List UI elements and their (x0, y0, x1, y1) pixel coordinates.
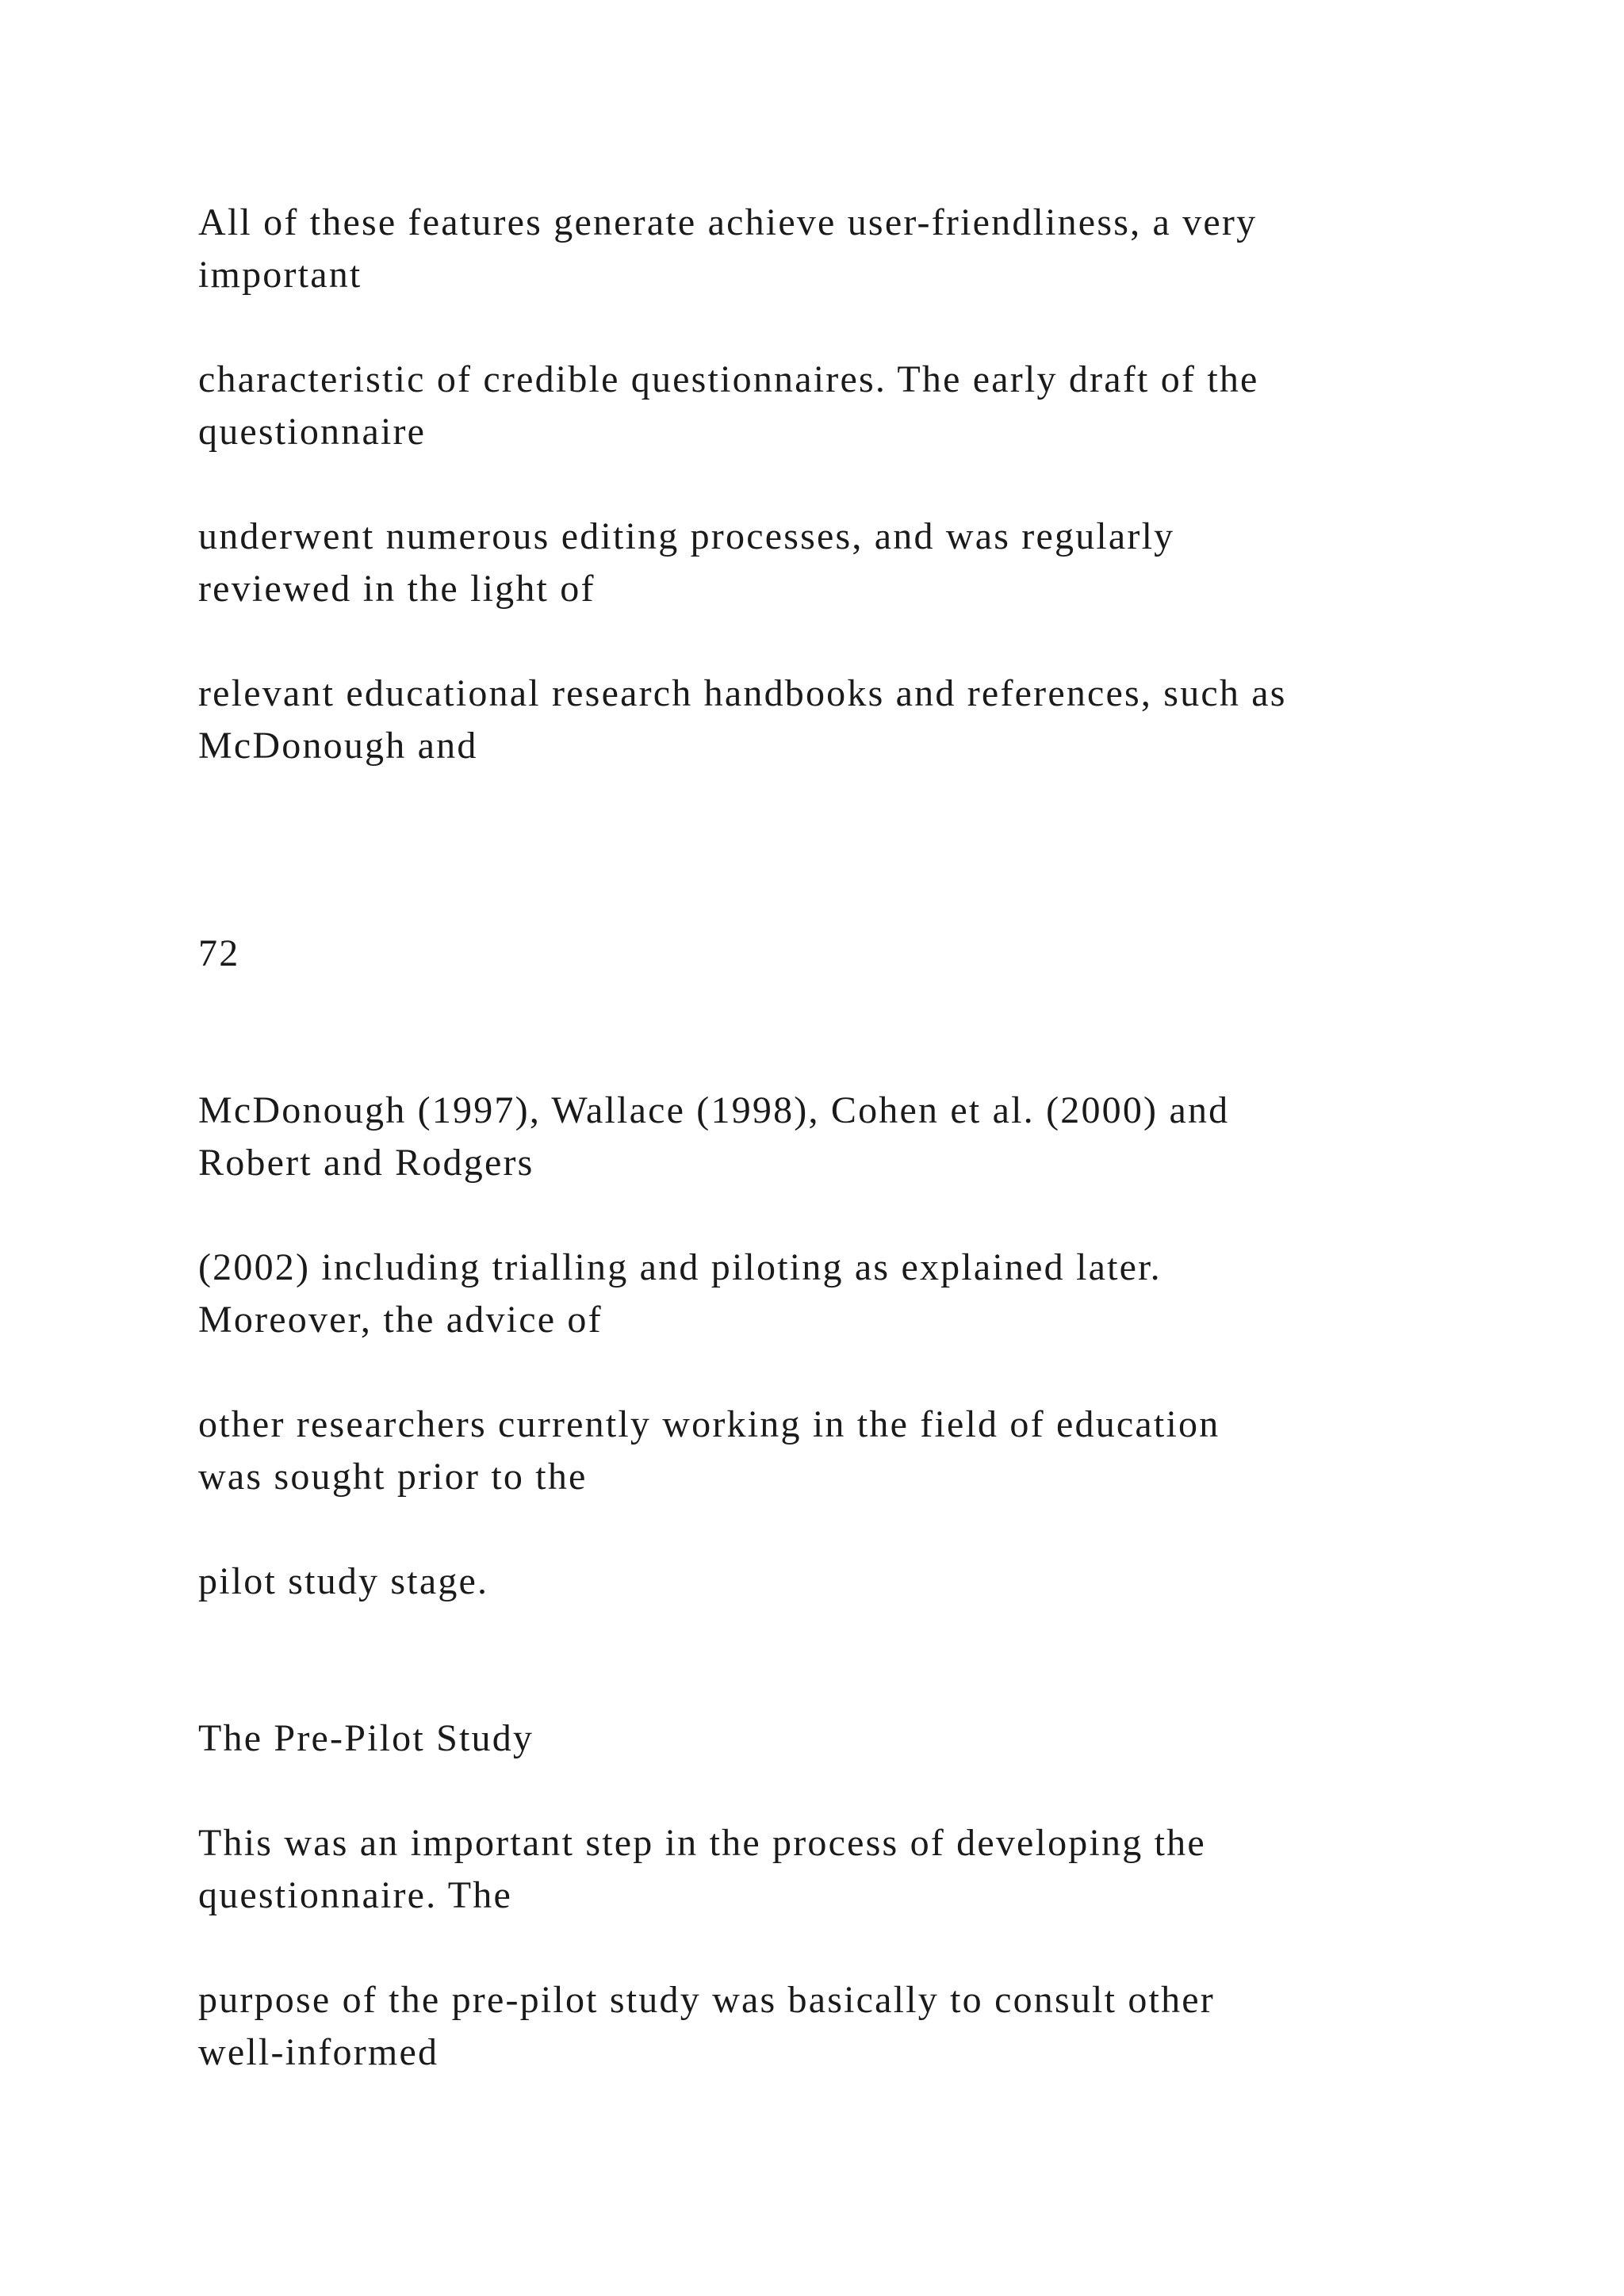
section-heading: The Pre-Pilot Study (198, 1717, 534, 1759)
body-text-line: All of these features generate achieve user-friendliness, a very (198, 201, 1258, 243)
body-text-line: (2002) including trialling and piloting as explained later. (198, 1246, 1162, 1288)
body-text-line: questionnaire. The (198, 1874, 512, 1916)
body-text-line: important (198, 254, 362, 296)
body-text-line: McDonough and (198, 725, 478, 767)
body-text-line: underwent numerous editing processes, and was regularly (198, 515, 1175, 557)
page-number: 72 (198, 932, 240, 974)
body-text-line: McDonough (1997), Wallace (1998), Cohen et al. (2000) and (198, 1089, 1230, 1131)
body-text-line: pilot study stage. (198, 1560, 489, 1602)
body-text-line: This was an important step in the process of developing the (198, 1822, 1206, 1864)
body-text-line: was sought prior to the (198, 1456, 588, 1498)
body-text-line: other researchers currently working in the field of education (198, 1403, 1220, 1445)
body-text-line: purpose of the pre-pilot study was basically to consult other (198, 1979, 1215, 2021)
body-text-line: well-informed (198, 2031, 439, 2073)
body-text-line: Moreover, the advice of (198, 1299, 603, 1341)
body-text-line: questionnaire (198, 411, 427, 453)
body-text-line: relevant educational research handbooks and references, such as (198, 672, 1287, 714)
body-text-line: reviewed in the light of (198, 568, 596, 610)
body-text-line: Robert and Rodgers (198, 1142, 534, 1184)
body-text-line: characteristic of credible questionnaires. The early draft of the (198, 358, 1259, 400)
